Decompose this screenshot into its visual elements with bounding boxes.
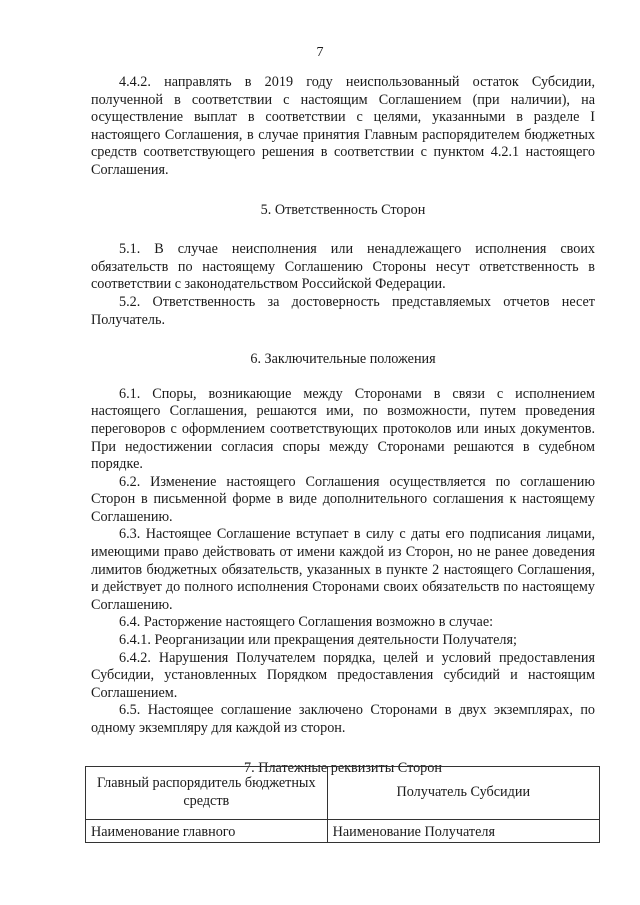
document-body: [91, 74, 595, 777]
clause-6-4-1: 6.4.1. Реорганизации или прекращения деятельности Получателя;: [119, 632, 517, 649]
clause-4-4-2: 4.4.2. направлять в 2019 году неиспользованный остаток Субсидии, полученной в соответствии с настоящим Соглашением (при наличии), на осуществление выплат в соответствии с целями, указанными в разделе I настоящего Соглашения, в случае принятия Главным распорядителем бюджетных средств соответствующего решения в соответствии с пунктом 4.2.1 настоящего Соглашения.: [91, 74, 595, 178]
header-cell-main-manager: Главный распорядитель бюджетных средств: [86, 767, 328, 820]
clause-5-2: 5.2. Ответственность за достоверность представляемых отчетов несет Получатель.: [91, 293, 595, 328]
clause-6-1: 6.1. Споры, возникающие между Сторонами в связи с исполнением настоящего Соглашения, решаются ими, по возможности, путем проведения переговоров с оформлением соответствующих протоколов или иных документов. При недостижении согласия споры между Сторонами решаются в судебном порядке.: [91, 385, 595, 473]
section-5-title: 5. Ответственность Сторон: [260, 201, 426, 218]
table-row: [86, 820, 600, 843]
clause-6-5: 6.5. Настоящее соглашение заключено Сторонами в двух экземплярах, по одному экземпляру для каждой из сторон.: [91, 702, 595, 736]
clause-6-3: 6.3. Настоящее Соглашение вступает в силу с даты его подписания лицами, имеющими право действовать от имени каждой из Сторон, но не ранее доведения лимитов бюджетных обязательств, указанных в пункте 2 настоящего Соглашения, и действует до полного исполнения Сторонами своих обязательств по настоящему Соглашению.: [91, 526, 595, 613]
clause-5-1: 5.1. В случае неисполнения или ненадлежащего исполнения своих обязательств по настоящему Соглашению Стороны несут ответственность в соответствии с законодательством Российской Федерации.: [91, 241, 595, 293]
payment-requisites-table: [85, 766, 600, 843]
cell-main-manager-name: Наименование главного: [86, 820, 328, 843]
cell-recipient-name: Наименование Получателя: [327, 820, 599, 843]
table-header-row: [86, 767, 600, 820]
section-6-title: 6. Заключительные положения: [250, 351, 436, 368]
clause-6-4: 6.4. Расторжение настоящего Соглашения возможно в случае:: [119, 614, 494, 631]
section-7-title: 7. Платежные реквизиты Сторон: [244, 759, 442, 776]
page-number: 7: [316, 45, 324, 60]
clause-6-2: 6.2. Изменение настоящего Соглашения осуществляется по соглашению Сторон в письменной форме в виде дополнительного соглашения к настоящему Соглашению.: [91, 473, 595, 525]
header-cell-recipient: Получатель Субсидии: [327, 767, 599, 820]
clause-6-4-2: 6.4.2. Нарушения Получателем порядка, целей и условий предоставления Субсидии, установленных Порядком предоставления субсидий и настоящим Соглашением.: [91, 649, 595, 701]
